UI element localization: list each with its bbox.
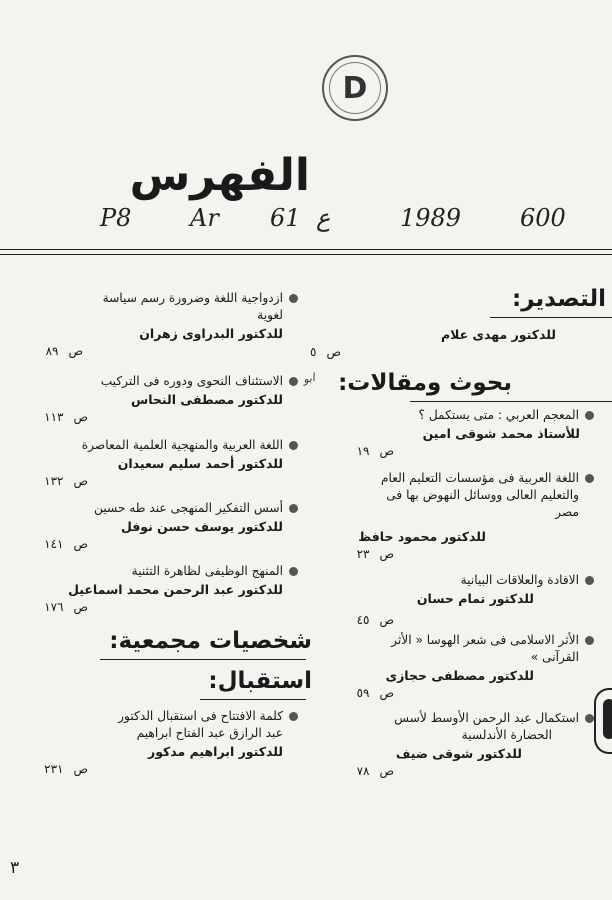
bullet-icon [585,636,594,645]
page-prefix: ص [326,345,341,359]
toc-entry-preface [306,325,556,360]
entry-page [30,473,88,489]
page-edge-tab [594,688,612,754]
entry-author: للدكتور ابراهيم مدكور [148,744,283,759]
entry-title: الأثر الاسلامى فى شعر الهوسا « الأثر [391,633,579,647]
header-rule [0,249,612,250]
bullet-icon [289,441,298,450]
toc-entry-9 [30,500,298,552]
entry-page [319,685,394,701]
entry-title: الاستئناف النحوى ودوره فى التركيب [100,374,283,388]
section-heading-preface [512,286,606,312]
entry-title-cont: القرآنى » [530,650,579,664]
entry-author: للدكتور تمام حسان [416,591,534,606]
entry-title-cont: والتعليم العالى ووسائل النهوض بها فى [386,488,579,502]
page-number: ٥٩ [356,686,370,700]
toc-entry-7 [30,373,298,425]
bullet-icon [585,474,594,483]
page-prefix: ص [73,410,88,424]
entry-title: المنهج الوظيفى لظاهرة التثنية [131,564,283,578]
entry-author: للدكتور أحمد سليم سعيدان [117,456,283,471]
stamp-letter: D [329,62,381,114]
toc-entry-1 [319,407,594,459]
bullet-icon [289,567,298,576]
page-prefix: ص [73,600,88,614]
reception-heading-text: استقبال [217,668,312,694]
edge-tab-mark [603,699,612,739]
handwritten-mark-1: P8 [100,204,132,232]
toc-entry-3 [319,572,594,628]
entry-page [30,409,88,425]
page-prefix: ص [379,613,394,627]
entry-title: الافادة والعلاقات البيانية [460,573,579,587]
page-number: ٧٨ [356,764,370,778]
entry-page [306,344,341,360]
entry-author: للدكتور مصطفى حجازى [385,668,534,683]
page-number: ١٤١ [44,537,64,551]
page-title: الفهرس [129,150,310,201]
entry-title-cont: الحضارة الأندلسية [461,728,552,742]
entry-page [30,536,88,552]
page-number: ١١٣ [44,410,64,424]
handwritten-margin-note: ابو [301,370,317,387]
bullet-icon [289,294,298,303]
entry-page [30,343,83,359]
page-number: ١٣٢ [44,474,64,488]
section-heading-reception [208,668,312,694]
toc-entry-2 [319,470,594,562]
section-heading-personalities [109,628,312,654]
entry-page [319,443,394,459]
section-heading-research [338,370,512,396]
bullet-icon [585,714,594,723]
page-prefix: ص [68,344,83,358]
page-number: ٨٩ [45,344,59,358]
entry-title: اللغة العربية فى مؤسسات التعليم العام [380,471,579,485]
toc-entry-6 [30,290,298,359]
entry-title: المعجم العربي : متى يستكمل ؟ [418,408,579,422]
entry-title: اللغة العربية والمنهجية العلمية المعاصرة [81,438,283,452]
entry-author: للدكتور يوسف حسن نوفل [120,519,283,534]
page-prefix: ص [73,537,88,551]
bullet-icon [289,712,298,721]
entry-title: كلمة الافتتاح فى استقبال الدكتور [118,709,283,723]
page-number: ٢٣ [356,547,370,561]
entry-page [30,761,88,777]
entry-page [30,599,88,615]
toc-entry-10 [30,563,298,615]
entry-author: للدكتور عبد الرحمن محمد اسماعيل [68,582,283,597]
bullet-icon [289,504,298,513]
toc-entry-4 [319,632,594,701]
page-prefix: ص [379,444,394,458]
research-underline [410,401,612,402]
entry-page [319,546,394,562]
preface-heading-text: التصدير [521,286,606,312]
page-prefix: ص [379,686,394,700]
entry-title: ازدواجية اللغة وضرورة رسم سياسة [102,291,283,305]
entry-page [319,763,394,779]
page-number: ١٧٦ [44,600,64,614]
entry-title-cont: لغوية [257,308,283,322]
page-number: ٤٥ [356,613,370,627]
toc-entry-5 [319,710,594,779]
header-rule-thin [0,254,612,255]
page-prefix: ص [379,764,394,778]
reception-underline [200,699,306,700]
entry-title-cont: مصر [555,505,579,519]
handwritten-mark-4: ع [316,204,331,232]
library-stamp [322,55,388,121]
page-number: ٢٣١ [44,762,64,776]
personalities-heading-colon: : [109,628,119,654]
page-prefix: ص [379,547,394,561]
research-heading-colon: : [338,370,348,396]
handwritten-mark-6: 600 [520,204,566,232]
entry-author: للأستاذ محمد شوقى امين [422,426,580,441]
entry-author: للدكتور شوقى ضيف [395,746,522,761]
page-number: ١٩ [356,444,370,458]
handwritten-mark-2: Ar [190,204,219,232]
bullet-icon [289,377,298,386]
preface-heading-colon: : [511,286,522,312]
bullet-icon [585,411,594,420]
entry-author: للدكتور مهدى علام [441,327,556,342]
page-prefix: ص [73,762,88,776]
handwritten-mark-3: 61 [270,204,301,232]
entry-page [319,612,394,628]
reception-heading-colon: : [208,668,218,694]
entry-title: أسس التفكير المنهجى عند طه حسين [94,501,283,515]
personalities-underline [100,659,306,660]
entry-title-cont: عبد الرازق عبد الفتاح ابراهيم [136,726,283,740]
toc-entry-11 [30,708,298,777]
page-number: ٥ [310,345,317,359]
entry-author: للدكتور محمود حافظ [358,529,486,544]
preface-underline [490,317,612,318]
entry-author: للدكتور مصطفى النحاس [130,392,283,407]
page-prefix: ص [73,474,88,488]
bullet-icon [585,576,594,585]
research-heading-text: بحوث ومقالات [347,370,512,396]
page-number-footer: ٣ [10,858,20,878]
handwritten-mark-5: 1989 [400,204,462,232]
entry-title: استكمال عبد الرحمن الأوسط لأسس [394,711,579,725]
toc-entry-8 [30,437,298,489]
personalities-heading-text: شخصيات مجمعية [118,628,312,654]
entry-author: للدكتور البدراوى زهران [139,326,283,341]
